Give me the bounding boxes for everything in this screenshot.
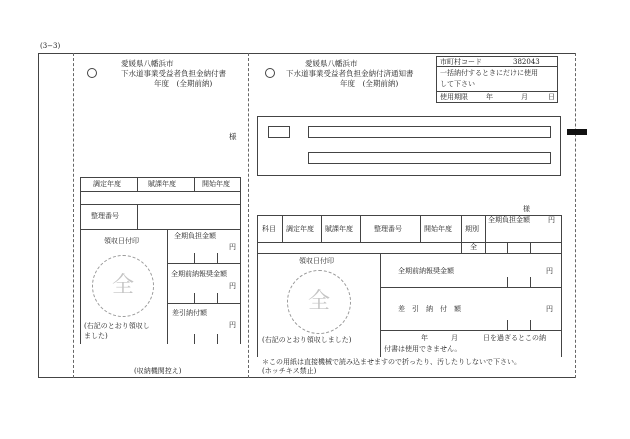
left-header-kaishi: 開始年度 <box>202 180 230 188</box>
left-zenki-hoshokin: 全期前納報奨金額 <box>171 270 227 278</box>
right-ryoshu-date: 領収日付印 <box>299 257 334 265</box>
left-note-2: ました) <box>84 332 108 340</box>
shiyo-kigen-label: 使用期限 <box>440 93 468 101</box>
left-yen-2: 円 <box>229 282 236 290</box>
ikkatsu-note-2: して下さい <box>440 80 475 88</box>
left-header-choutei: 調定年度 <box>93 180 121 188</box>
shiyo-kigen-tsuki: 月 <box>521 93 528 101</box>
kigen-text-2: 付書は使用できません。 <box>384 345 462 353</box>
right-header-kamoku: 科目 <box>262 225 276 233</box>
left-border <box>38 53 39 378</box>
page-label: (3−3) <box>40 42 61 50</box>
right-yen-1: 円 <box>546 267 553 275</box>
bottom-border <box>38 377 576 378</box>
postal-code-field <box>268 126 290 138</box>
right-city: 愛媛県八幡浜市 <box>305 59 358 68</box>
right-perforation <box>575 53 576 378</box>
center-perforation <box>248 53 249 378</box>
reader-mark <box>567 129 587 135</box>
left-ryoshu-date: 領収日付印 <box>104 237 139 245</box>
right-note-1: (右記のとおり領収しました) <box>262 336 352 344</box>
address-line-2 <box>308 152 551 164</box>
warning-1: ＊この用紙は直接機械で読み込ませますので折ったり、汚したりしないで下さい。 <box>262 358 521 366</box>
left-sashihiki: 差引納付額 <box>172 309 207 317</box>
punch-circle-left <box>87 68 97 78</box>
left-doc-title: 下水道事業受益者負担金納付書 <box>121 69 226 78</box>
right-year-line: 年度 (全期前納) <box>340 79 399 88</box>
kigen-text: 日を過ぎるとこの納 <box>483 334 546 342</box>
right-header-fuka: 賦課年度 <box>325 225 353 233</box>
left-year-line: 年度 (全期前納) <box>154 79 213 88</box>
shiyo-kigen-nen: 年 <box>486 93 493 101</box>
right-zen: 全 <box>470 243 477 251</box>
left-yen-1: 円 <box>229 243 236 251</box>
code-value: 382043 <box>513 58 540 66</box>
left-footer: (収納機関控え) <box>134 367 182 375</box>
left-yen-3: 円 <box>229 321 236 329</box>
right-sashihiki: 差 引 納 付 額 <box>398 305 461 313</box>
top-border <box>38 53 576 54</box>
address-box <box>257 116 561 176</box>
code-label: 市町村コード <box>440 58 482 66</box>
right-header-kaishi: 開始年度 <box>424 225 452 233</box>
left-note-1: (右記のとおり領収し <box>84 322 150 330</box>
left-zenki-futan: 全期負担金額 <box>174 232 216 240</box>
left-stamp-char: 全 <box>112 273 135 298</box>
warning-2: (ホッチキス禁止) <box>262 367 317 375</box>
right-sama: 様 <box>523 205 530 213</box>
kigen-nen: 年 <box>421 334 428 342</box>
address-line-1 <box>308 126 551 138</box>
right-stamp-char: 全 <box>308 289 331 314</box>
left-city: 愛媛県八幡浜市 <box>121 59 174 68</box>
right-header-seiri: 整理番号 <box>374 225 402 233</box>
shiyo-kigen-hi: 日 <box>548 93 555 101</box>
right-yen-2: 円 <box>546 305 553 313</box>
left-header-fuka: 賦課年度 <box>148 180 176 188</box>
ikkatsu-note-1: 一括納付するときにだけに使用 <box>440 69 538 77</box>
left-seiri-label: 整理番号 <box>91 212 119 220</box>
right-zenki-hoshokin: 全期前納報奨金額 <box>398 267 454 275</box>
punch-circle-right <box>265 68 275 78</box>
right-header-kibetsu: 期別 <box>465 225 479 233</box>
right-header-choutei: 調定年度 <box>286 225 314 233</box>
kigen-tsuki: 月 <box>451 334 458 342</box>
left-sama: 様 <box>229 132 237 141</box>
right-header-zenki: 全期負担金額 <box>488 216 530 224</box>
right-yen-header: 円 <box>548 216 555 224</box>
left-perforation <box>73 53 74 378</box>
right-doc-title: 下水道事業受益者負担金納付済通知書 <box>286 69 414 78</box>
